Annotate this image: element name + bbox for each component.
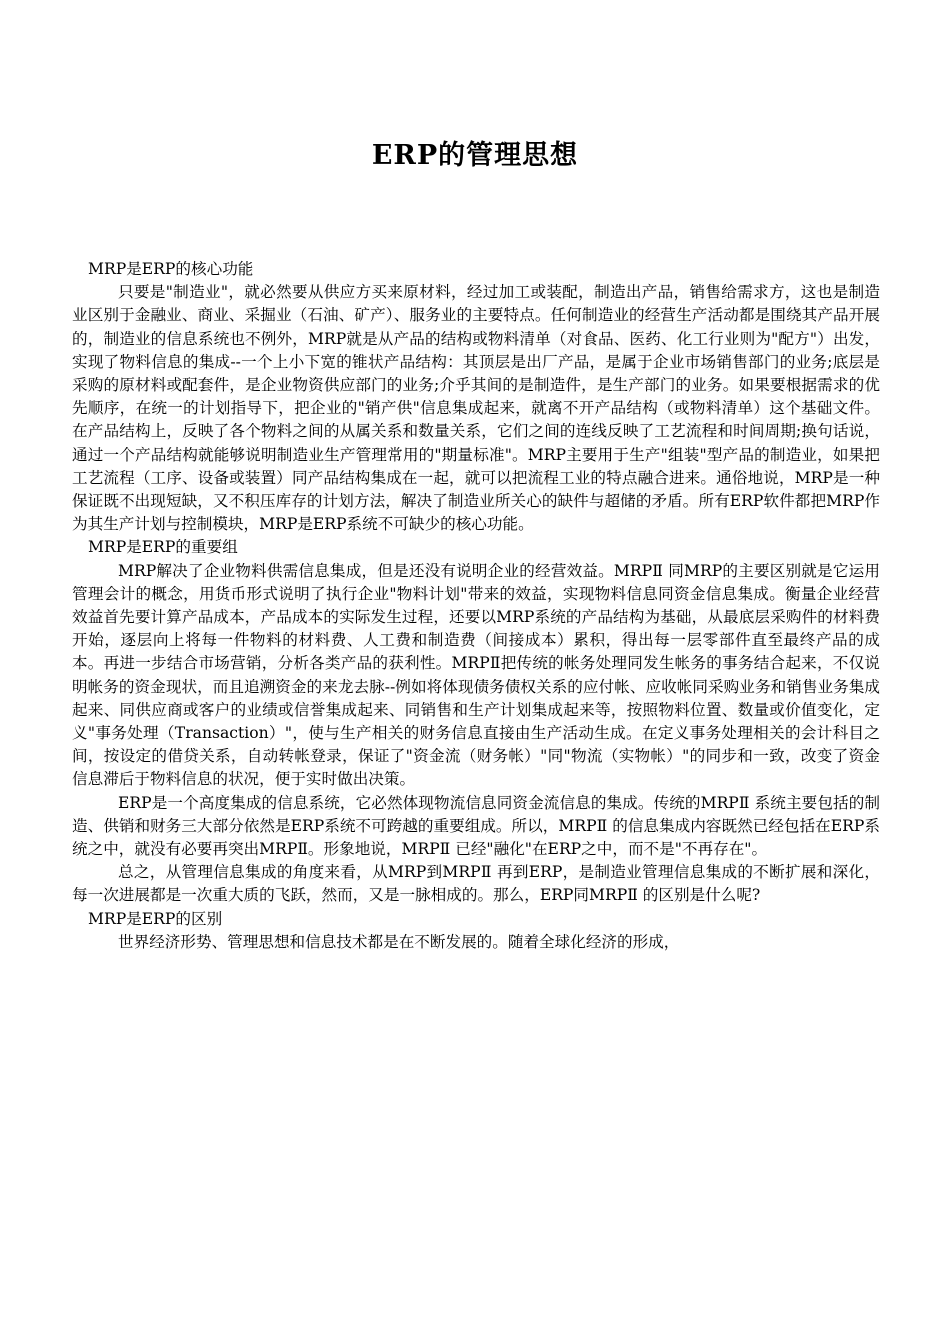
document-title: ERP的管理思想 <box>371 140 579 171</box>
section-mrp-component <box>72 536 880 907</box>
section-heading: MRP是ERP的重要组 <box>88 538 238 557</box>
section-mrp-core <box>72 258 880 536</box>
paragraph: MRP解决了企业物料供需信息集成，但是还没有说明企业的经营效益。MRPⅡ 同MRP的主要区别就是它运用管理会计的概念，用货币形式说明了执行企业"物料计划"带来的效益，实现物料信息同资金信息集成。衡量企业经营效益首先要计算产品成本，产品成本的实际发生过程，还要以MRP系统的产品结构为基础，从最底层采购件的材料费开始，逐层向上将每一件物料的材料费、人工费和制造费（间接成本）累积，得出每一层零部件直至最终产品的成本。再进一步结合市场营销，分析各类产品的获利性。MRPⅡ把传统的帐务处理同发生帐务的事务结合起来，不仅说明帐务的资金现状，而且追溯资金的来龙去脉--例如将体现债务债权关系的应付帐、应收帐同采购业务和销售业务集成起来、同供应商或客户的业绩或信誉集成起来、同销售和生产计划集成起来等，按照物料位置、数量或价值变化，定义"事务处理（Transaction）"，使与生产相关的财务信息直接由生产活动生成。在定义事务处理相关的会计科目之间，按设定的借贷关系，自动转帐登录，保证了"资金流（财务帐）"同"物流（实物帐）"的同步和一致，改变了资金信息滞后于物料信息的状况，便于实时做出决策。 <box>72 561 880 789</box>
paragraph: 世界经济形势、管理思想和信息技术都是在不断发展的。随着全球化经济的形成， <box>118 932 680 951</box>
section-heading: MRP是ERP的区别 <box>88 909 223 928</box>
paragraph: ERP是一个高度集成的信息系统，它必然体现物流信息同资金流信息的集成。传统的MRPⅡ 系统主要包括的制造、供销和财务三大部分依然是ERP系统不可跨越的重要组成。所以，MRPⅡ 的信息集成内容既然已经包括在ERP系统之中，就没有必要再突出MRPⅡ。形象地说，MRPⅡ 已经"融化"在ERP之中，而不是"不再存在"。 <box>72 793 880 859</box>
paragraph: 总之，从管理信息集成的角度来看，从MRP到MRPⅡ 再到ERP，是制造业管理信息集成的不断扩展和深化，每一次进展都是一次重大质的飞跃，然而，又是一脉相成的。那么，ERP同MRPⅡ 的区别是什么呢? <box>72 863 880 905</box>
document-body <box>72 258 880 954</box>
section-mrp-difference <box>72 908 880 954</box>
paragraph: 只要是"制造业"，就必然要从供应方买来原材料，经过加工或装配，制造出产品，销售给需求方，这也是制造业区别于金融业、商业、采掘业（石油、矿产）、服务业的主要特点。任何制造业的经营生产活动都是围绕其产品开展的，制造业的信息系统也不例外，MRP就是从产品的结构或物料清单（对食品、医药、化工行业则为"配方"）出发，实现了物料信息的集成--一个上小下宽的锥状产品结构：其顶层是出厂产品，是属于企业市场销售部门的业务;底层是采购的原材料或配套件，是企业物资供应部门的业务;介乎其间的是制造件，是生产部门的业务。如果要根据需求的优先顺序，在统一的计划指导下，把企业的"销产供"信息集成起来，就离不开产品结构（或物料清单）这个基础文件。在产品结构上，反映了各个物料之间的从属关系和数量关系，它们之间的连线反映了工艺流程和时间周期;换句话说，通过一个产品结构就能够说明制造业生产管理常用的"期量标准"。MRP主要用于生产"组装"型产品的制造业，如果把工艺流程（工序、设备或装置）同产品结构集成在一起，就可以把流程工业的特点融合进来。通俗地说，MRP是一种保证既不出现短缺，又不积压库存的计划方法，解决了制造业所关心的缺件与超储的矛盾。所有ERP软件都把MRP作为其生产计划与控制模块，MRP是ERP系统不可缺少的核心功能。 <box>72 283 880 534</box>
section-heading: MRP是ERP的核心功能 <box>88 260 254 278</box>
